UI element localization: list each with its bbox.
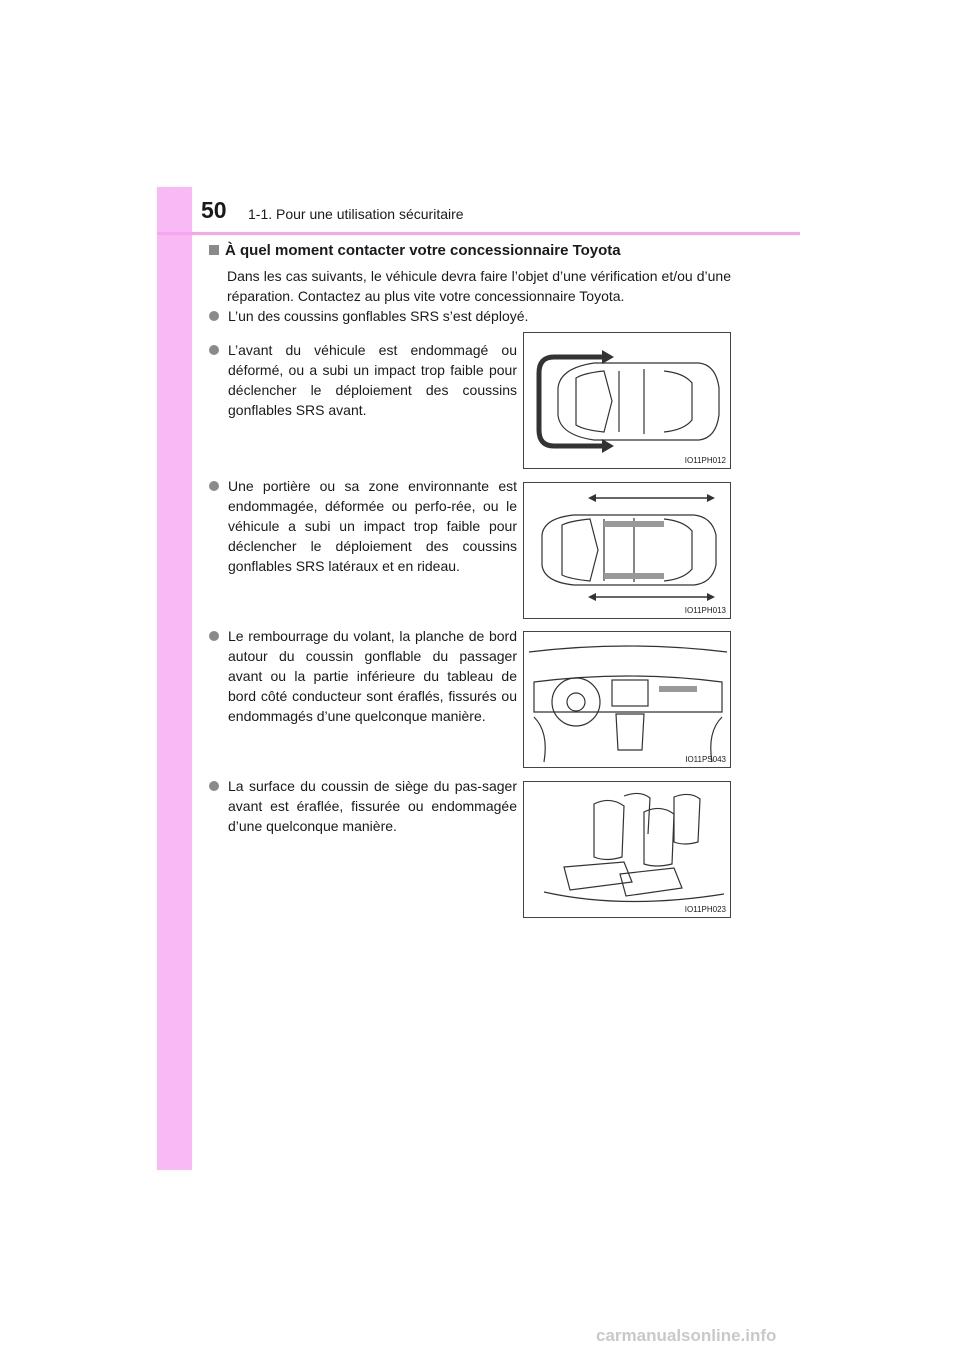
figure-side-impact <box>523 482 731 619</box>
bullet-item <box>209 340 517 420</box>
header-rule <box>157 232 800 235</box>
bullet-text: Une portière ou sa zone environnante est endommagée, déformée ou perfo-rée, ou le véhicule a subi un impact trop faible pour déclencher le déploiement des coussins gonflables SRS latéraux et en rideau. <box>228 478 517 574</box>
dashboard-steering-wheel-icon <box>524 632 731 768</box>
watermark: carmanualsonline.info <box>596 1326 777 1345</box>
page-number: 50 <box>201 197 227 223</box>
bullet-item <box>209 626 517 726</box>
chapter-title: 1-1. Pour une utilisation sécuritaire <box>248 206 464 222</box>
bullet-dot-icon <box>209 781 219 791</box>
bullet-item <box>209 476 517 576</box>
car-seats-icon <box>524 782 731 918</box>
figure-seats <box>523 781 731 918</box>
bullet-item <box>209 776 517 836</box>
car-top-view-front-arrow-icon <box>524 333 731 469</box>
figure-front-impact <box>523 332 731 469</box>
section-title: À quel moment contacter votre concessionnaire Toyota <box>225 242 621 259</box>
bullet-text: L’un des coussins gonflables SRS s’est déployé. <box>228 308 529 324</box>
bullet-dot-icon <box>209 631 219 641</box>
side-tab-bar <box>157 187 192 1170</box>
car-top-view-side-arrows-icon <box>524 483 731 619</box>
figure-code: IO11PH013 <box>684 606 726 615</box>
bullet-text: Le rembourrage du volant, la planche de bord autour du coussin gonflable du passager avant ou la partie inférieure du tableau de bord côté conducteur sont éraflés, fissurés ou endommagés d’une quelconque manière. <box>228 628 517 724</box>
bullet-text: L’avant du véhicule est endommagé ou déformé, ou a subi un impact trop faible pour déclencher le déploiement des coussins gonflables SRS avant. <box>228 342 517 418</box>
figure-dashboard <box>523 631 731 768</box>
bullet-text: La surface du coussin de siège du pas-sager avant est éraflée, fissurée ou endommagée d’une quelconque manière. <box>228 778 517 834</box>
section-heading <box>209 242 621 259</box>
intro-paragraph: Dans les cas suivants, le véhicule devra faire l’objet d’une vérification et/ou d’une réparation. Contactez au plus vite votre concessionnaire Toyota. <box>227 268 731 304</box>
figure-code: IO11PS043 <box>685 755 726 764</box>
square-bullet-icon <box>209 245 219 255</box>
bullet-dot-icon <box>209 311 219 321</box>
bullet-item <box>209 306 731 326</box>
figure-code: IO11PH023 <box>684 905 726 914</box>
figure-code: IO11PH012 <box>684 456 726 465</box>
bullet-dot-icon <box>209 481 219 491</box>
bullet-dot-icon <box>209 345 219 355</box>
